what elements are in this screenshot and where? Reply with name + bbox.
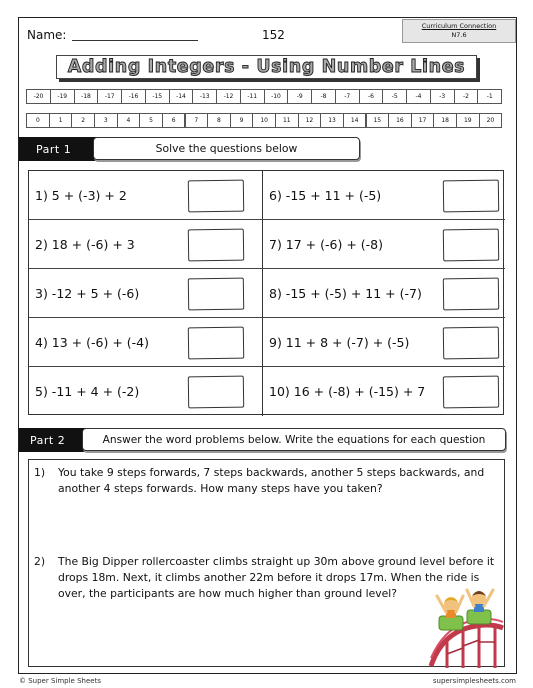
number-line-cell: -11 xyxy=(240,89,265,104)
part2-tag: Part 2 xyxy=(19,428,91,452)
number-line-cell: -12 xyxy=(216,89,241,104)
answer-box[interactable] xyxy=(443,180,499,213)
part1-tag: Part 1 xyxy=(19,137,101,161)
number-line-cell: 16 xyxy=(388,113,411,128)
number-line-cell: -18 xyxy=(74,89,99,104)
page-title: Adding Integers - Using Number Lines xyxy=(67,57,466,77)
number-line-cell: 8 xyxy=(207,113,230,128)
number-line-cell: -8 xyxy=(311,89,336,104)
number-line-cell: -5 xyxy=(382,89,407,104)
answer-box[interactable] xyxy=(188,376,244,409)
question-cell xyxy=(263,171,505,220)
number-line-cell: 19 xyxy=(456,113,479,128)
number-line-cell: 1 xyxy=(49,113,72,128)
number-line-cell: -16 xyxy=(121,89,146,104)
number-line-cell: 6 xyxy=(162,113,185,128)
number-line-cell: 5 xyxy=(139,113,162,128)
name-input-line[interactable] xyxy=(72,40,198,41)
title-banner xyxy=(56,55,477,79)
number-line-cell: 11 xyxy=(275,113,298,128)
question-cell xyxy=(29,269,263,318)
curriculum-connection-box xyxy=(402,19,516,43)
number-line-positive xyxy=(27,113,502,128)
question-text: 10) 16 + (-8) + (-15) + 7 xyxy=(269,384,426,399)
number-line-cell: -6 xyxy=(359,89,384,104)
number-line-cell: -7 xyxy=(335,89,360,104)
number-line-cell: 10 xyxy=(252,113,275,128)
answer-box[interactable] xyxy=(443,376,499,409)
questions-grid xyxy=(28,170,504,415)
rollercoaster-illustration xyxy=(427,582,505,668)
number-line-cell: 0 xyxy=(26,113,49,128)
number-line-cell: -14 xyxy=(169,89,194,104)
question-cell xyxy=(29,171,263,220)
number-line-cell: -13 xyxy=(192,89,217,104)
question-text: 8) -15 + (-5) + 11 + (-7) xyxy=(269,285,422,301)
number-line-cell: -10 xyxy=(264,89,289,104)
word-problem-number: 1) xyxy=(34,466,46,479)
curriculum-code: N7.6 xyxy=(451,31,467,39)
number-line-cell: -9 xyxy=(287,89,312,104)
question-cell xyxy=(29,318,263,367)
number-line-cell: 3 xyxy=(94,113,117,128)
number-line-cell: 17 xyxy=(411,113,434,128)
number-line-cell: 12 xyxy=(298,113,321,128)
question-cell xyxy=(263,367,505,416)
number-line-cell: 4 xyxy=(117,113,140,128)
question-text: 1) 5 + (-3) + 2 xyxy=(35,187,127,203)
question-text: 7) 17 + (-6) + (-8) xyxy=(269,236,383,252)
number-line-cell: -3 xyxy=(430,89,455,104)
number-line-cell: -1 xyxy=(477,89,502,104)
number-line-cell: 13 xyxy=(320,113,343,128)
question-text: 3) -12 + 5 + (-6) xyxy=(35,285,140,301)
answer-box[interactable] xyxy=(188,327,244,360)
question-text: 6) -15 + 11 + (-5) xyxy=(269,187,382,203)
number-line-cell: 14 xyxy=(343,113,366,128)
curriculum-title: Curriculum Connection xyxy=(421,22,497,30)
number-line-cell: -19 xyxy=(50,89,75,104)
answer-box[interactable] xyxy=(188,278,244,311)
name-label: Name: xyxy=(27,28,67,42)
part2-header xyxy=(19,428,486,452)
answer-box[interactable] xyxy=(188,229,244,262)
answer-box[interactable] xyxy=(443,278,499,311)
number-line-cell: -4 xyxy=(406,89,431,104)
answer-box[interactable] xyxy=(443,327,499,360)
part1-instructions: Solve the questions below xyxy=(93,137,360,160)
number-line-cell: 20 xyxy=(479,113,502,128)
footer-copyright: © Super Simple Sheets xyxy=(19,677,101,685)
answer-box[interactable] xyxy=(188,180,244,213)
question-cell xyxy=(263,220,505,269)
question-cell xyxy=(29,367,263,416)
word-problem-text: You take 9 steps forwards, 7 steps backwards, another 5 steps backwards, and another 4 steps forwards. How many steps have you taken? xyxy=(58,466,485,495)
number-line-cell: -2 xyxy=(454,89,479,104)
question-text: 9) 11 + 8 + (-7) + (-5) xyxy=(269,334,410,350)
question-cell xyxy=(263,269,505,318)
number-line-cell: 7 xyxy=(185,113,208,128)
number-line-cell: 2 xyxy=(71,113,94,128)
footer-website[interactable]: supersimplesheets.com xyxy=(432,677,516,685)
number-line-cell: 15 xyxy=(366,113,389,128)
number-line-negative xyxy=(27,89,502,104)
part1-header xyxy=(19,137,298,161)
part2-instructions: Answer the word problems below. Write the equations for each question xyxy=(82,428,506,451)
answer-box[interactable] xyxy=(443,229,499,262)
number-line-cell: 18 xyxy=(433,113,456,128)
question-cell xyxy=(263,318,505,367)
number-line-cell: -20 xyxy=(26,89,51,104)
word-problem-number: 2) xyxy=(34,555,46,568)
number-line-cell: -17 xyxy=(97,89,122,104)
number-line-cell: 9 xyxy=(230,113,253,128)
question-text: 4) 13 + (-6) + (-4) xyxy=(35,334,149,350)
number-line-cell: -15 xyxy=(145,89,170,104)
question-cell xyxy=(29,220,263,269)
word-problem-text: The Big Dipper rollercoaster climbs straight up 30m above ground level before it drops 18m. Next, it climbs another 22m before it drops 17m. When the ride is over, the participants are how much higher than ground level? xyxy=(58,555,495,600)
question-text: 2) 18 + (-6) + 3 xyxy=(35,236,135,252)
question-text: 5) -11 + 4 + (-2) xyxy=(35,384,140,399)
sheet-number: 152 xyxy=(262,28,285,42)
